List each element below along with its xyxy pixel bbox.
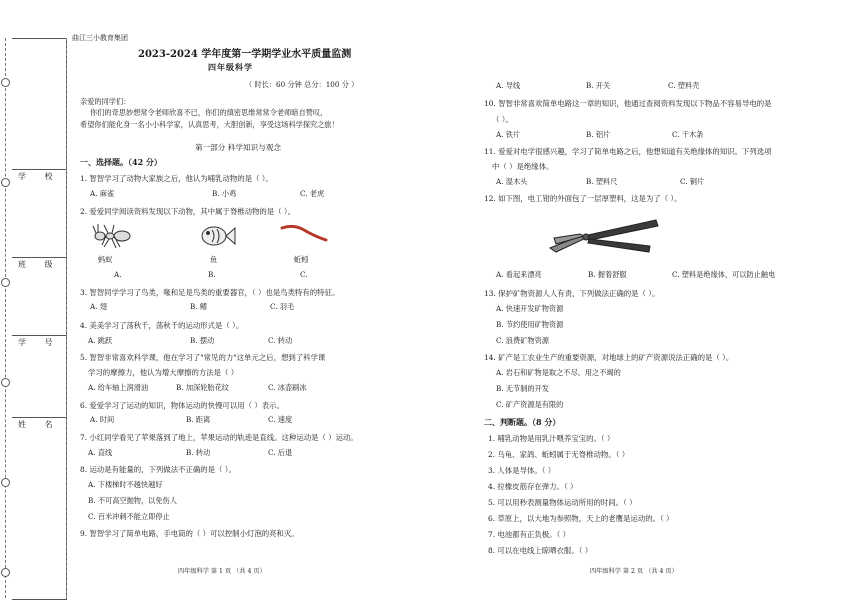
greeting: 亲爱的同学们：: [80, 97, 131, 106]
intro-line-2: 希望你们能化身一名小小科学家，认真思考，大胆创新，享受这场科学探究之旅！: [80, 120, 339, 129]
q6-option-a[interactable]: A. 时间: [90, 415, 115, 424]
q2-option-a[interactable]: A.: [114, 270, 122, 279]
q11-option-b[interactable]: B. 塑料尺: [586, 177, 618, 186]
q4-option-b[interactable]: B. 摆动: [190, 336, 215, 345]
school-name: 曲江三小教育集团: [72, 34, 128, 42]
question-5: 5. 智智非常喜欢科学课，他在学习了"常见的力"这单元之后，想到了科学课: [80, 353, 326, 362]
q5-option-a[interactable]: A. 给车轴上润滑油: [88, 383, 149, 392]
question-11: 11. 爱爱对电学很感兴趣，学习了简单电路之后，他想知道有关绝缘体的知识。下列选项: [484, 147, 772, 156]
question-10: 10. 智智非常喜欢简单电路这一章的知识，他通过查阅资料发现以下物品不容易导电的是: [484, 99, 772, 108]
q6-option-c[interactable]: C. 速度: [268, 415, 293, 424]
class-slot[interactable]: [12, 257, 66, 258]
judge-item-3[interactable]: 3. 人体是导体。（ ）: [488, 466, 556, 475]
pliers-icon: [546, 214, 662, 260]
name-slot[interactable]: [12, 417, 66, 418]
fish-label: 鱼: [210, 255, 218, 264]
ant-icon: [92, 221, 136, 251]
judge-item-5[interactable]: 5. 可以用秒表测量物体运动所用的时间。（ ）: [488, 498, 637, 507]
q13-option-a[interactable]: A. 快速开发矿物资源: [496, 304, 564, 313]
question-13: 13. 保护矿物资源人人有责，下列做法正确的是（ ）。: [484, 289, 660, 298]
question-3: 3. 智智同学学习了鸟类，喙和足是鸟类的重要器官，（ ）也是鸟类特有的特征。: [80, 288, 340, 297]
q3-option-a[interactable]: A. 翅: [90, 302, 107, 311]
q9-option-a[interactable]: A. 导线: [496, 81, 521, 90]
q5-option-c[interactable]: C. 冰壶刷冰: [268, 383, 307, 392]
judge-item-1[interactable]: 1. 哺乳动物是用乳汁喂养宝宝的。（ ）: [488, 434, 615, 443]
q13-option-c[interactable]: C. 浪费矿物资源: [496, 336, 549, 345]
q10-option-c[interactable]: C. 干木条: [672, 130, 704, 139]
q1-option-b[interactable]: B. 小鸡: [212, 189, 237, 198]
question-1: 1. 智智学习了动物大家族之后，他认为哺乳动物的是（ ）。: [80, 174, 273, 183]
q4-option-a[interactable]: A. 跳跃: [88, 336, 113, 345]
q8-option-c[interactable]: C. 百米冲刺不能立即停止: [88, 512, 170, 521]
q10-option-a[interactable]: A. 铁片: [496, 130, 521, 139]
binding-dashline: [5, 38, 6, 598]
number-slot[interactable]: [12, 335, 66, 336]
question-5-cont: 学习的摩擦力，他认为增大摩擦的方法是（ ）: [88, 368, 239, 377]
q7-option-b[interactable]: B. 转动: [186, 448, 211, 457]
earthworm-label: 蚯蚓: [294, 255, 309, 264]
q11-option-a[interactable]: A. 湿木头: [496, 177, 528, 186]
q14-option-c[interactable]: C. 矿产资源是有限的: [496, 400, 564, 409]
q3-option-c[interactable]: C. 羽毛: [270, 302, 295, 311]
q9-option-c[interactable]: C. 塑料壳: [668, 81, 700, 90]
q11-option-c[interactable]: C. 铜片: [680, 177, 705, 186]
q5-option-b[interactable]: B. 加深轮胎花纹: [176, 383, 229, 392]
question-7: 7. 小红同学看见了苹果落到了地上，苹果运动的轨迹是直线。这种运动是（ ）运动。: [80, 433, 358, 442]
q2-option-c[interactable]: C.: [300, 270, 308, 279]
q7-option-a[interactable]: A. 直线: [88, 448, 113, 457]
question-4: 4. 美美学习了荡秋千，荡秋千的运动形式是（ ）。: [80, 321, 244, 330]
school-slot[interactable]: [12, 169, 66, 170]
section2-title: 二、判断题。（8 分）: [484, 417, 561, 427]
ant-label: 蚂蚁: [98, 255, 113, 264]
q6-option-b[interactable]: B. 距离: [186, 415, 211, 424]
exam-info: （ 时长：60 分钟 总分：100 分 ）: [245, 80, 359, 89]
question-6: 6. 爱爱学习了运动的知识，物体运动的快慢可以用（ ）表示。: [80, 401, 284, 410]
question-12: 12. 如下图，电工钳的外面包了一层厚塑料，这是为了（ ）。: [484, 194, 682, 203]
binding-ring: [1, 568, 10, 577]
judge-item-4[interactable]: 4. 拉橡皮筋存在弹力。（ ）: [488, 482, 578, 491]
class-label: 班 级: [18, 260, 61, 269]
q4-option-c[interactable]: C. 转动: [268, 336, 293, 345]
school-label: 学 校: [18, 172, 61, 181]
section1-title: 一、选择题。（42 分）: [80, 157, 162, 167]
q12-option-a[interactable]: A. 看起来漂亮: [496, 270, 542, 279]
intro-line-1: 你们的奇思妙想常令老师欣喜不已，你们的缜密思维常常令老师暗自赞叹，: [90, 108, 328, 117]
binding-separator: [66, 38, 67, 598]
earthworm-icon: [280, 222, 330, 244]
q1-option-a[interactable]: A. 麻雀: [90, 189, 115, 198]
q13-option-b[interactable]: B. 节约使用矿物资源: [496, 320, 564, 329]
page-title: 2023-2024 学年度第一学期学业水平质量监测: [138, 49, 352, 60]
number-label: 学 号: [18, 338, 61, 347]
question-8: 8. 运动是有能量的，下列做法不正确的是（ ）。: [80, 465, 236, 474]
q8-option-b[interactable]: B. 不可高空抛物，以免伤人: [88, 496, 177, 505]
q3-option-b[interactable]: B. 鳍: [190, 302, 208, 311]
judge-item-2[interactable]: 2. 乌龟、家鸽、蚯蚓属于无脊椎动物。（ ）: [488, 450, 630, 459]
question-11-cont: 中（ ）是绝缘体。: [492, 162, 554, 171]
page-subtitle: 四年级科学: [208, 62, 253, 72]
q8-option-a[interactable]: A. 下楼梯时不越快越好: [88, 480, 163, 489]
question-10-cont: （ ）。: [492, 115, 513, 124]
judge-item-8[interactable]: 8. 可以在电线上晾晒衣服。（ ）: [488, 546, 593, 555]
question-9: 9. 智智学习了简单电路，手电筒的（ ）可以控制小灯泡的亮和灭。: [80, 529, 299, 538]
judge-item-6[interactable]: 6. 草原上，以大地为参照物，天上的老鹰是运动的。（ ）: [488, 514, 674, 523]
question-14: 14. 矿产是工农业生产的重要资源，对地球上的矿产资源说法正确的是（ ）。: [484, 353, 734, 362]
binding-ring: [1, 78, 10, 87]
q14-option-b[interactable]: B. 无节制的开发: [496, 384, 549, 393]
q14-option-a[interactable]: A. 岩石和矿物是取之不尽、用之不竭的: [496, 368, 621, 377]
binding-ring: [1, 378, 10, 387]
q10-option-b[interactable]: B. 铝片: [586, 130, 611, 139]
part1-title: 第一部分 科学知识与观念: [195, 143, 281, 152]
judge-item-7[interactable]: 7. 电池都有正负极。（ ）: [488, 530, 570, 539]
binding-strip: [0, 38, 12, 598]
fish-icon: [196, 221, 236, 251]
binding-ring: [1, 278, 10, 287]
q1-option-c[interactable]: C. 老虎: [300, 189, 325, 198]
q7-option-c[interactable]: C. 后退: [268, 448, 293, 457]
footer-page-1: 四年级科学 第 1 页 （共 4 页）: [178, 568, 266, 575]
name-label: 姓 名: [18, 420, 61, 429]
footer-page-2: 四年级科学 第 2 页 （共 4 页）: [590, 568, 678, 575]
student-info-box: [12, 38, 67, 600]
q12-option-b[interactable]: B. 握着舒服: [588, 270, 627, 279]
question-2: 2. 爱爱同学阅读资料发现以下动物，其中属于脊椎动物的是（ ）。: [80, 207, 295, 216]
q2-option-b[interactable]: B.: [208, 270, 216, 279]
binding-ring: [1, 178, 10, 187]
q12-option-c[interactable]: C. 塑料是绝缘体，可以防止触电: [672, 270, 776, 279]
q9-option-b[interactable]: B. 开关: [586, 81, 611, 90]
binding-ring: [1, 478, 10, 487]
